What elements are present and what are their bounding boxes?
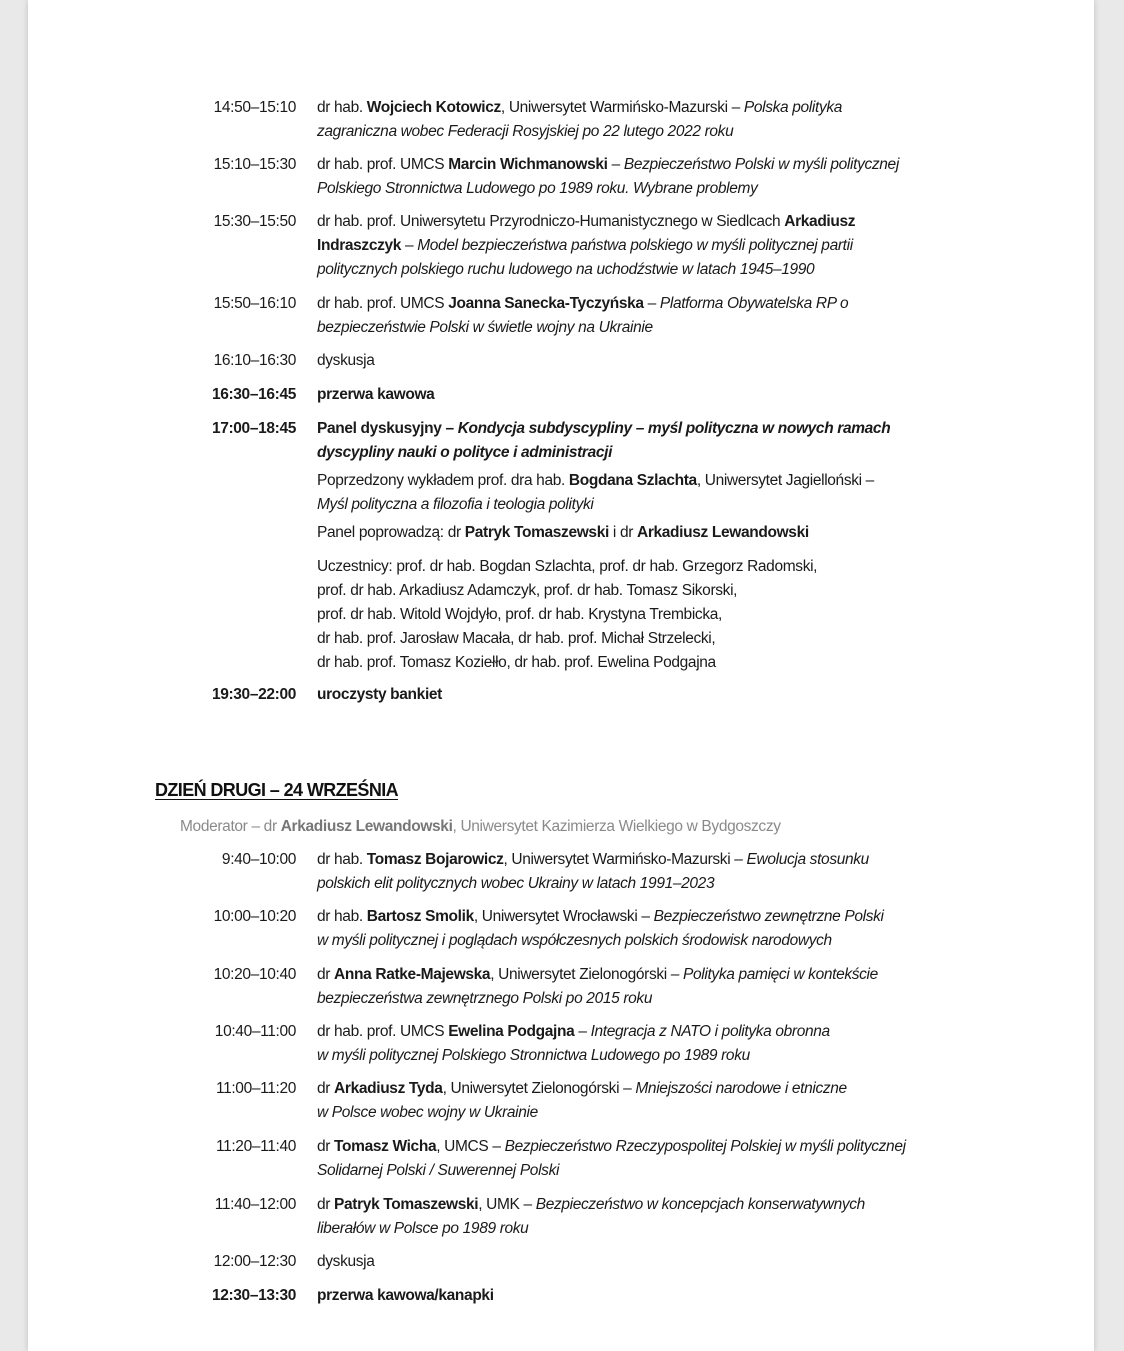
schedule-time: 10:00–10:20 [213,908,296,925]
text-segment: Ewelina Podgajna [448,1023,575,1040]
text-segment: Poprzedzony wykładem prof. dra hab. [317,472,569,489]
text-line [317,292,1017,316]
text-line [317,1193,1017,1217]
text-segment: dr hab. prof. UMCS [317,156,449,173]
schedule-time: 16:30–16:45 [211,386,296,403]
moderator-name: Arkadiusz Lewandowski [280,818,453,835]
schedule-text [317,1284,1017,1308]
schedule-text [317,417,1017,465]
text-segment: Wojciech Kotowicz [366,99,501,116]
text-line [317,555,1017,579]
text-segment: Platforma Obywatelska RP o [659,295,849,312]
schedule-text [317,683,1017,707]
text-line [317,1159,1017,1183]
text-segment: uroczysty bankiet [317,686,442,703]
text-segment: w myśli politycznej i poglądach współczesnych polskich środowisk narodowych [317,932,832,949]
text-segment: , Uniwersytet Zielonogórski – [442,1080,636,1097]
schedule-text [317,521,1017,545]
text-segment: liberałów w Polsce po 1989 roku [317,1220,529,1237]
text-segment: Solidarnej Polski / Suwerennej Polski [317,1162,560,1179]
text-segment: – [643,295,660,312]
text-segment: politycznych polskiego ruchu ludowego na uchodźstwie w latach 1945–1990 [317,261,815,278]
text-line [317,1020,1017,1044]
schedule-time: 15:50–16:10 [213,295,296,312]
text-segment: prof. dr hab. Witold Wojdyło, prof. dr hab. Krystyna Trembicka, [317,606,722,623]
text-segment: przerwa kawowa [317,386,435,403]
text-segment: , Uniwersytet Warmińsko-Mazurski – [503,851,747,868]
text-line [317,349,1017,373]
text-segment: Tomasz Wicha [334,1138,437,1155]
schedule-time: 12:30–13:30 [211,1287,296,1304]
schedule-text [317,1020,1017,1068]
schedule-text [317,96,1017,144]
text-segment: Indraszczyk [317,237,402,254]
schedule-text [317,1077,1017,1125]
document-page [28,0,1094,1351]
text-segment: dr hab. [317,908,367,925]
text-line [317,1044,1017,1068]
text-line [317,683,1017,707]
schedule-text [317,349,1017,373]
text-segment: Ewolucja stosunku [746,851,869,868]
schedule-text [317,963,1017,1011]
text-segment: , UMK – [478,1196,536,1213]
text-segment: Panel dyskusyjny – [317,420,458,437]
text-line [317,493,1017,517]
text-segment: przerwa kawowa/kanapki [317,1287,494,1304]
text-segment: Bezpieczeństwo Polski w myśli politycznej [623,156,899,173]
text-line [317,1135,1017,1159]
text-line [317,987,1017,1011]
schedule-time: 17:00–18:45 [211,420,296,437]
text-line [317,872,1017,896]
text-segment: Myśl polityczna a filozofia i teologia polityki [317,496,594,513]
text-line [317,177,1017,201]
moderator-affiliation: , Uniwersytet Kazimierza Wielkiego w Bydgoszczy [452,818,781,835]
schedule-text [317,848,1017,896]
text-segment: dr hab. prof. UMCS [317,1023,449,1040]
text-line [317,579,1017,603]
schedule-text [317,153,1017,201]
text-line [317,929,1017,953]
schedule-text [317,555,1017,675]
text-segment: – [401,237,418,254]
text-segment: dr hab. [317,99,367,116]
text-line [317,153,1017,177]
text-segment: dr hab. [317,851,367,868]
text-line [317,258,1017,282]
text-segment: polskich elit politycznych wobec Ukrainy w latach 1991–2023 [317,875,715,892]
schedule-time: 16:10–16:30 [213,352,296,369]
schedule-text [317,383,1017,407]
text-segment: w myśli politycznej Polskiego Stronnictwa Ludowego po 1989 roku [317,1047,750,1064]
text-segment: Bogdana Szlachta [568,472,697,489]
text-line [317,905,1017,929]
text-line [317,627,1017,651]
schedule-time: 15:30–15:50 [213,213,296,230]
schedule-text [317,1135,1017,1183]
text-segment: , Uniwersytet Warmińsko-Mazurski – [500,99,744,116]
text-segment: dyskusja [317,352,375,369]
text-segment: Arkadiusz Tyda [334,1080,443,1097]
text-segment: , Uniwersytet Zielonogórski – [490,966,684,983]
text-segment: Polska polityka [743,99,843,116]
schedule-time: 11:40–12:00 [214,1196,296,1213]
day-two-heading: DZIEŃ DRUGI – 24 WRZEŚNIA [155,780,399,800]
text-segment: Polityka pamięci w kontekście [683,966,878,983]
text-line [317,1217,1017,1241]
text-line [317,1250,1017,1274]
schedule-time: 9:40–10:00 [221,851,296,868]
text-segment: – [574,1023,591,1040]
schedule-time: 10:40–11:00 [214,1023,296,1040]
text-segment: bezpieczeństwie Polski w świetle wojny na Ukrainie [317,319,653,336]
text-line [317,234,1017,258]
schedule-text [317,905,1017,953]
moderator-line [180,815,781,839]
schedule-text [317,210,1017,282]
text-segment: , UMCS – [436,1138,505,1155]
text-segment: i dr [608,524,637,541]
text-segment: Arkadiusz [784,213,856,230]
text-line [317,120,1017,144]
text-line [317,417,1017,441]
schedule-time: 11:20–11:40 [215,1138,296,1155]
text-line [317,210,1017,234]
text-segment: Integracja z NATO i polityka obronna [590,1023,830,1040]
text-line [317,603,1017,627]
text-line [317,441,1017,465]
text-segment: dyscypliny nauki o polityce i administracji [317,444,613,461]
text-segment: Bartosz Smolik [366,908,474,925]
text-segment: Uczestnicy: prof. dr hab. Bogdan Szlachta, prof. dr hab. Grzegorz Radomski, [317,558,818,575]
text-line [317,96,1017,120]
text-line [317,521,1017,545]
schedule-text [317,1250,1017,1274]
text-segment: Kondycja subdyscypliny – myśl polityczna w nowych ramach [457,420,891,437]
text-segment: Marcin Wichmanowski [448,156,608,173]
text-segment: Mniejszości narodowe i etniczne [635,1080,847,1097]
text-segment: Bezpieczeństwo zewnętrzne Polski [653,908,884,925]
text-line [317,1284,1017,1308]
text-segment: dyskusja [317,1253,375,1270]
text-segment: dr hab. prof. Tomasz Koziełło, dr hab. prof. Ewelina Podgajna [317,654,716,671]
text-segment: dr hab. prof. UMCS [317,295,449,312]
text-segment: Tomasz Bojarowicz [366,851,504,868]
schedule-text [317,469,1017,517]
text-line [317,383,1017,407]
text-line [317,963,1017,987]
text-line [317,1101,1017,1125]
text-segment: Anna Ratke-Majewska [334,966,491,983]
text-segment: zagraniczna wobec Federacji Rosyjskiej po 22 lutego 2022 roku [317,123,734,140]
schedule-text [317,1193,1017,1241]
schedule-time: 11:00–11:20 [215,1080,296,1097]
text-segment: Polskiego Stronnictwa Ludowego po 1989 roku. Wybrane problemy [317,180,758,197]
text-segment: dr hab. prof. Uniwersytetu Przyrodniczo-Humanistycznego w Siedlcach [317,213,785,230]
text-segment: Bezpieczeństwo w koncepcjach konserwatywnych [535,1196,865,1213]
schedule-time: 10:20–10:40 [213,966,296,983]
text-segment: Model bezpieczeństwa państwa polskiego w myśli politycznej partii [417,237,853,254]
text-segment: Panel poprowadzą: dr [317,524,465,541]
schedule-time: 14:50–15:10 [213,99,296,116]
schedule-time: 12:00–12:30 [213,1253,296,1270]
text-segment: , Uniwersytet Jagielloński – [696,472,874,489]
text-line [317,651,1017,675]
text-segment: w Polsce wobec wojny w Ukrainie [317,1104,538,1121]
text-line [317,469,1017,493]
text-segment: – [607,156,624,173]
text-line [317,848,1017,872]
text-line [317,316,1017,340]
text-segment: dr [317,1138,335,1155]
text-segment: Patryk Tomaszewski [334,1196,479,1213]
text-segment: prof. dr hab. Arkadiusz Adamczyk, prof. dr hab. Tomasz Sikorski, [317,582,738,599]
schedule-text [317,292,1017,340]
text-segment: Arkadiusz Lewandowski [636,524,809,541]
schedule-time: 15:10–15:30 [213,156,296,173]
text-segment: dr hab. prof. Jarosław Macała, dr hab. prof. Michał Strzelecki, [317,630,716,647]
text-segment: Patryk Tomaszewski [464,524,609,541]
text-segment: dr [317,1080,335,1097]
schedule-time: 19:30–22:00 [211,686,296,703]
text-line [317,1077,1017,1101]
moderator-prefix: Moderator – dr [180,818,281,835]
text-segment: dr [317,966,335,983]
text-segment: Joanna Sanecka-Tyczyńska [448,295,644,312]
text-segment: , Uniwersytet Wrocławski – [473,908,654,925]
text-segment: bezpieczeństwa zewnętrznego Polski po 2015 roku [317,990,653,1007]
text-segment: Bezpieczeństwo Rzeczypospolitej Polskiej w myśli politycznej [504,1138,906,1155]
text-segment: dr [317,1196,335,1213]
